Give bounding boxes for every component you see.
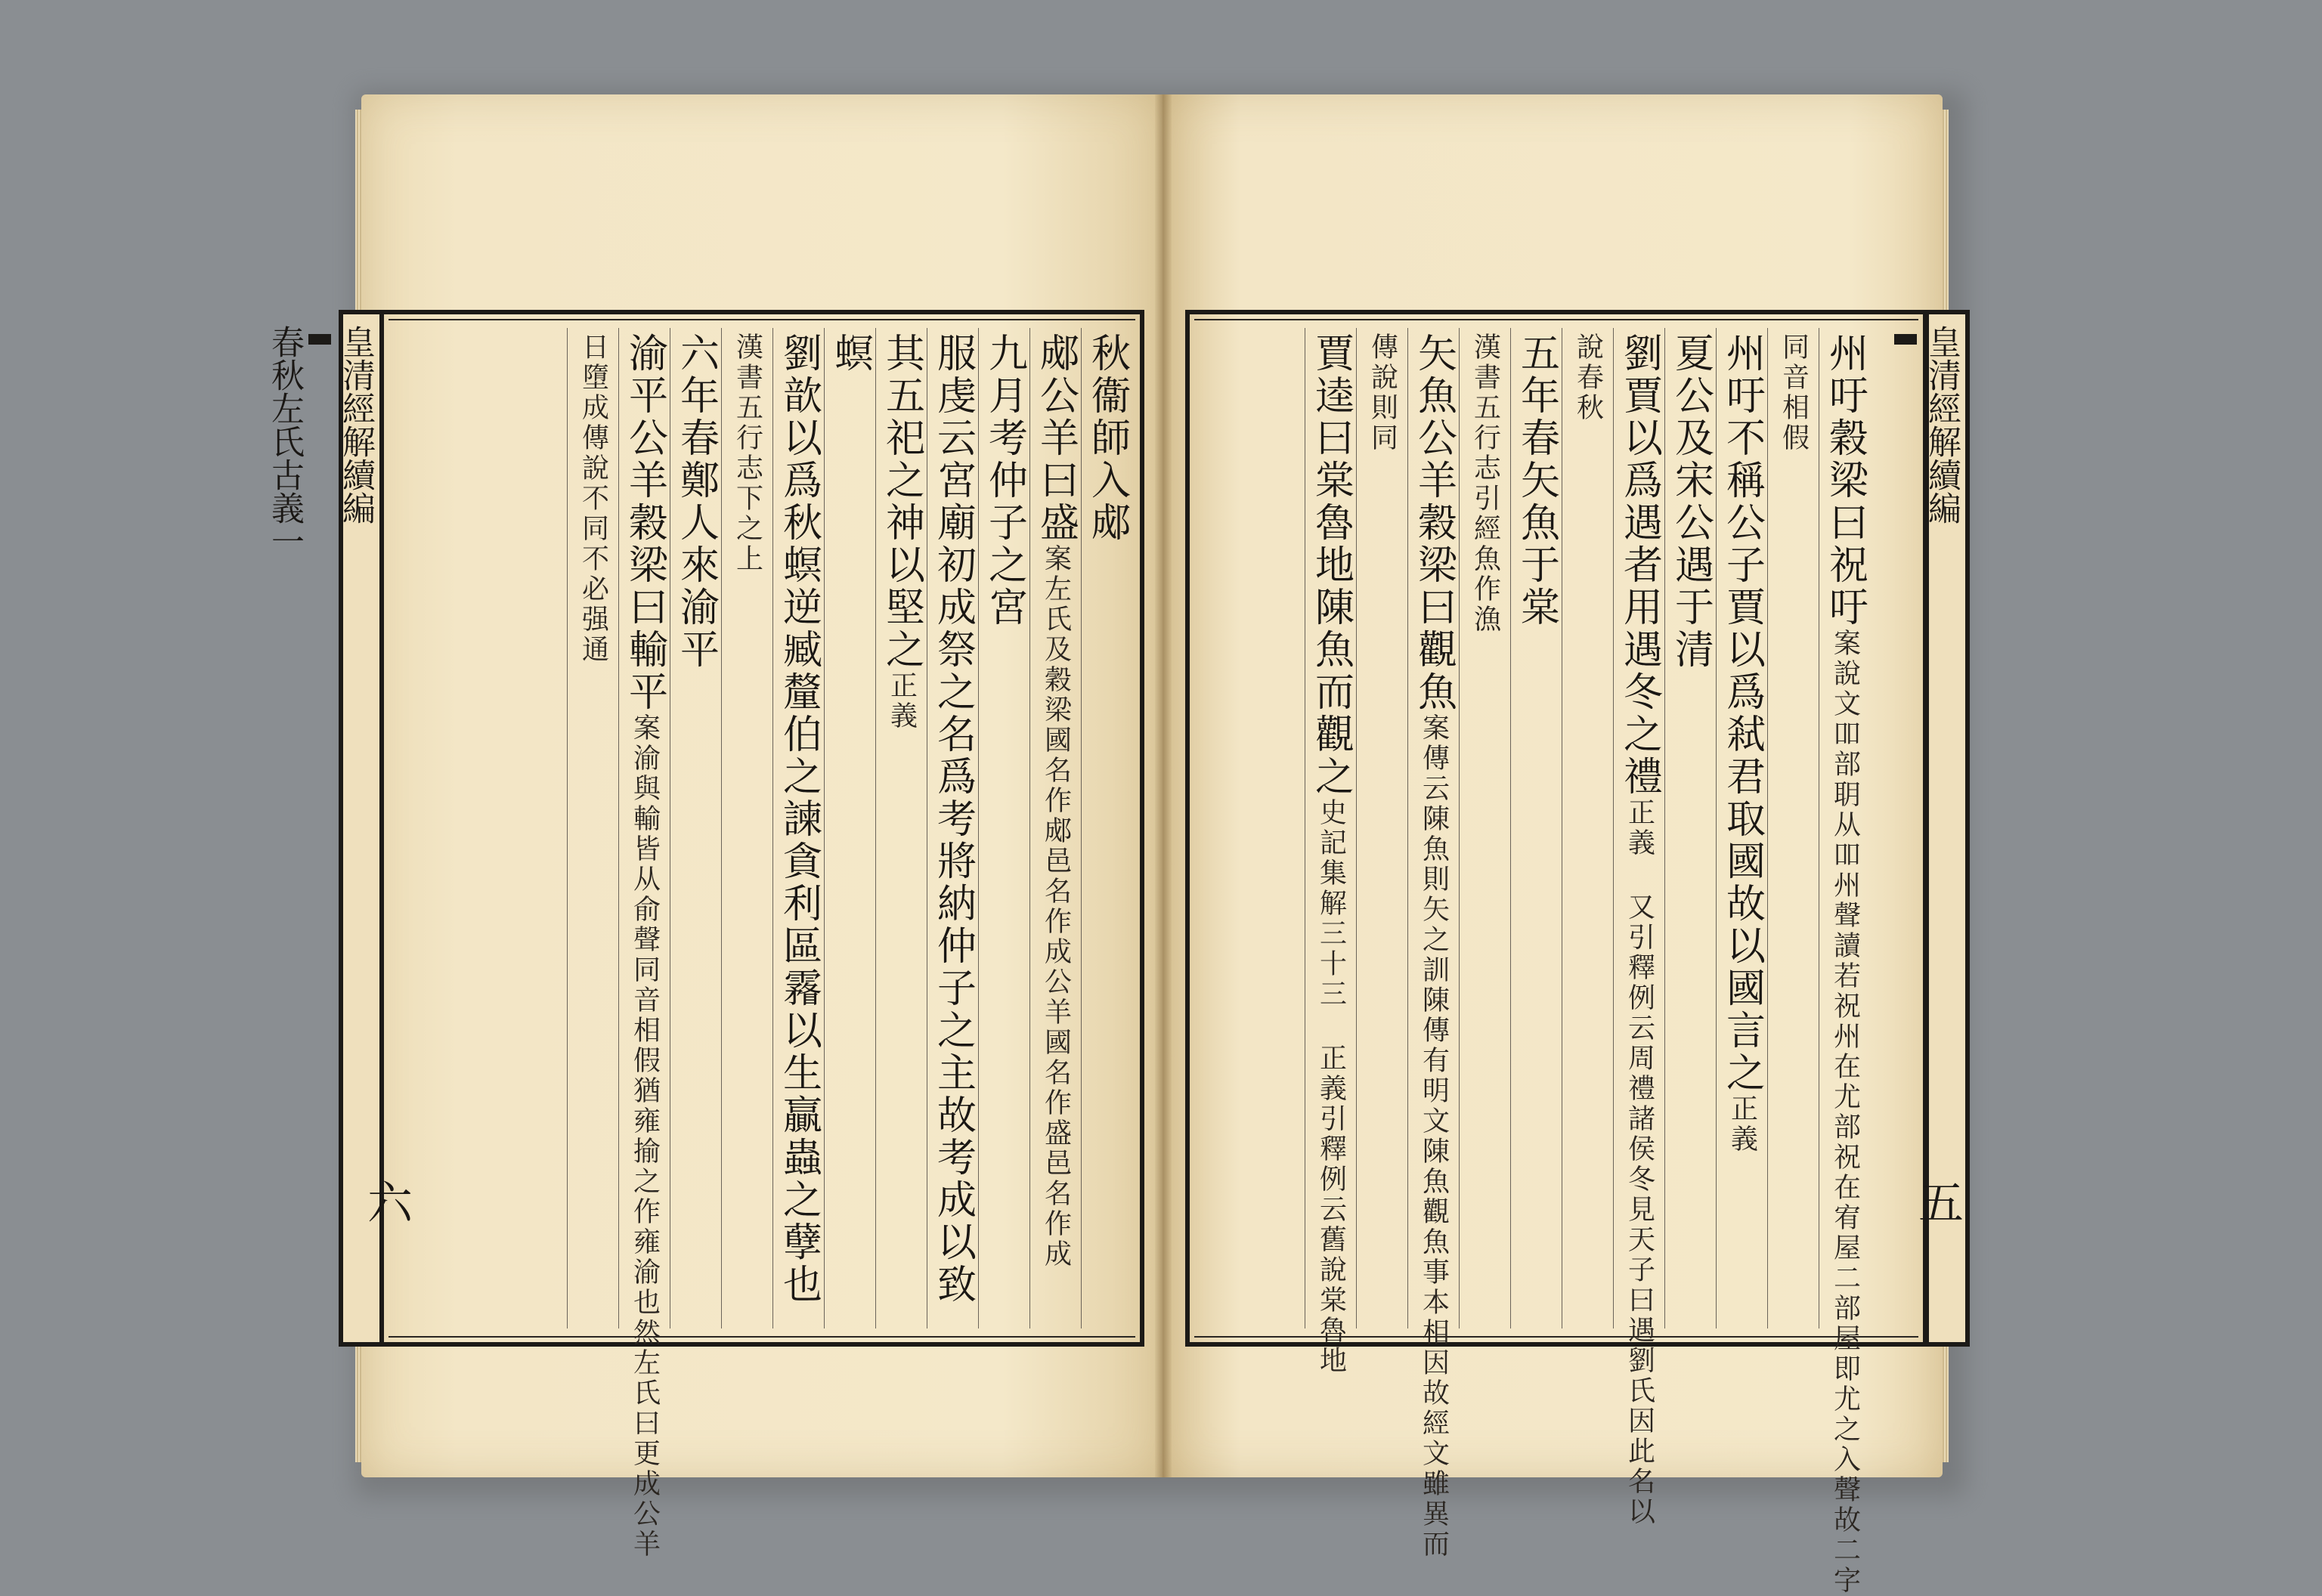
left-banxin-section: 春秋左氏古義一 xyxy=(265,325,304,558)
book-gutter xyxy=(1155,94,1172,1477)
text-column xyxy=(618,328,670,1560)
text-column xyxy=(1081,328,1132,1328)
text-column xyxy=(1510,328,1562,1328)
column-main-text: 州吁不稱公子賈以爲弒君取國故以國言之 xyxy=(1719,332,1765,1094)
column-note-text: 案左氏及穀梁國名作郕邑名作成公羊國名作盛邑名作成 xyxy=(1040,544,1072,1270)
text-column xyxy=(927,328,978,1328)
left-page-frame xyxy=(265,310,1144,1560)
column-main-text: 夏公及宋公遇于清 xyxy=(1667,332,1714,671)
column-main-text: 劉歆以爲秋螟逆臧釐伯之諫貪利區霿以生贏蟲之孽也 xyxy=(776,332,822,1306)
column-main-text: 郕公羊曰盛 xyxy=(1033,332,1079,544)
column-note-text: 同音相假 xyxy=(1778,332,1810,453)
column-main-text: 其五祀之神以堅之 xyxy=(878,332,924,671)
text-column xyxy=(1613,328,1664,1527)
text-column xyxy=(1305,328,1356,1376)
column-note-text: 案傳云陳魚則矢之訓陳傳有明文陳魚觀魚事本相因故經文雖異而 xyxy=(1418,713,1450,1560)
column-note-text: 漢書五行志引經魚作漁 xyxy=(1469,332,1501,635)
text-column xyxy=(1029,328,1081,1328)
right-banxin-title: 皇清經解續編 xyxy=(1922,325,1961,524)
column-main-text: 州吁穀梁曰祝吁 xyxy=(1822,332,1868,629)
text-column xyxy=(1819,328,1870,1596)
column-note-text: 說春秋 xyxy=(1572,332,1604,423)
column-note-text: 正義 xyxy=(1726,1094,1758,1155)
column-note-text: 正義 又引釋例云周禮諸侯冬見天子曰遇劉氏因此名以 xyxy=(1624,798,1655,1527)
column-note-text: 漢書五行志下之上 xyxy=(732,332,763,574)
right-text-columns xyxy=(1305,328,1870,1596)
right-page-number: 五 xyxy=(1911,1179,1964,1224)
text-column xyxy=(824,328,875,1328)
text-column xyxy=(1407,328,1459,1560)
text-column xyxy=(875,328,927,1328)
text-column xyxy=(1767,328,1819,1328)
column-main-text: 賈逵曰棠魯地陳魚而觀之 xyxy=(1308,332,1354,798)
column-main-text: 五年春矢魚于棠 xyxy=(1513,332,1559,629)
column-main-text: 劉賈以爲遇者用遇冬之禮 xyxy=(1616,332,1662,798)
text-column xyxy=(978,328,1029,1328)
column-main-text: 九月考仲子之宮 xyxy=(981,332,1027,629)
text-column xyxy=(772,328,824,1328)
fishtail-mark xyxy=(1894,334,1917,345)
text-column xyxy=(1664,328,1716,1328)
text-column xyxy=(670,328,721,1328)
text-column xyxy=(1716,328,1767,1328)
text-column xyxy=(567,328,618,1328)
fishtail-mark xyxy=(308,334,331,345)
column-note-text: 案渝與輸皆从俞聲同音相假猶雍揄之作雍渝也然左氏曰更成公羊 xyxy=(629,713,661,1560)
column-main-text: 服虔云宮廟初成祭之名爲考將納仲子之主故考成以致 xyxy=(930,332,976,1306)
column-main-text: 螟 xyxy=(827,332,873,375)
text-column xyxy=(721,328,772,1328)
right-page-frame xyxy=(1185,310,1961,1596)
column-note-text: 正義 xyxy=(886,671,918,732)
column-note-text: 傳說則同 xyxy=(1367,332,1398,453)
left-page-number: 六 xyxy=(360,1179,413,1224)
left-banxin-title: 皇清經解續編 xyxy=(336,325,375,524)
text-column xyxy=(1562,328,1613,1328)
column-main-text: 秋衞師入郕 xyxy=(1084,332,1130,544)
text-column xyxy=(1459,328,1510,1328)
left-text-columns xyxy=(567,328,1132,1560)
column-main-text: 矢魚公羊穀梁曰觀魚 xyxy=(1410,332,1457,713)
text-column xyxy=(1356,328,1407,1328)
column-note-text: 案說文吅部䎳从吅州聲讀若祝州在尤部祝在宥屋二部屋即尤之入聲故二字 xyxy=(1829,629,1861,1596)
column-main-text: 渝平公羊穀梁曰輸平 xyxy=(621,332,667,713)
column-note-text: 史記集解三十三 正義引釋例云舊說棠魯地 xyxy=(1315,798,1347,1376)
column-note-text: 日墮成傳說不同不必强通 xyxy=(577,332,609,665)
column-main-text: 六年春鄭人來渝平 xyxy=(673,332,719,671)
